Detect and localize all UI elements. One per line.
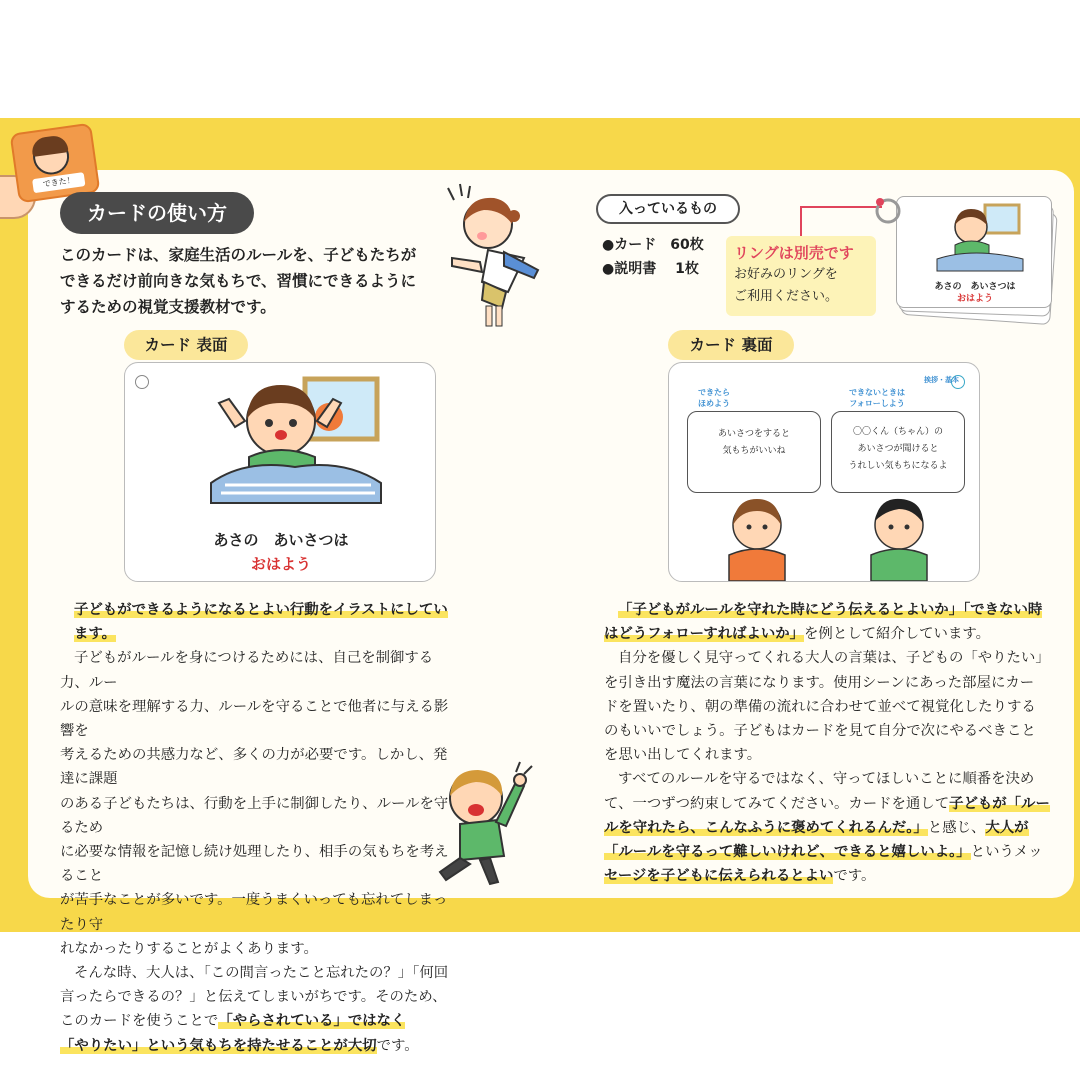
body-line: のもいいでしょう。子どもはカードを見て自分で次にやるべきこと xyxy=(604,723,1036,740)
bubble-heading-line: ほめよう xyxy=(698,399,730,408)
bubble-line: あいさつをすると xyxy=(717,429,790,439)
front-card-sample xyxy=(124,362,436,582)
intro-line: するための視覚支援教材です。 xyxy=(60,298,276,316)
left-body xyxy=(60,598,460,1058)
right-body xyxy=(604,598,1054,888)
highlight-text: ルを守れたら、こんなふうに褒めてくれるんだ。」 xyxy=(604,819,928,836)
highlight-text: 大人が xyxy=(985,819,1029,836)
body-line: すべてのルールを守るではなく、守ってほしいことに順番を決め xyxy=(618,771,1035,788)
back-card-label: カード 裏面 xyxy=(668,330,794,360)
highlight-text: 「やりたい」という気もちを持たせることが大切 xyxy=(60,1037,377,1054)
punch-hole xyxy=(135,375,149,389)
highlight-text: 「子どもがルールを守れた時にどう伝えるとよいか」「できない時 xyxy=(618,602,1043,618)
praise-bubble xyxy=(687,411,821,493)
body-line: のある子どもたちは、行動を上手に制御したり、ルールを守るため xyxy=(60,795,449,836)
body-line: が苦手なことが多いです。一度うまくいっても忘れてしまったり守 xyxy=(60,892,448,933)
bubble-heading-line: できないときは xyxy=(849,388,905,397)
front-card-line2: おはよう xyxy=(250,555,311,573)
bubble-line: あいさつが聞けると xyxy=(857,444,939,454)
child-waking-illustration xyxy=(205,373,395,523)
highlight-text: 子どもが「ルー xyxy=(949,795,1050,812)
front-card-line1: あさの あいさつは xyxy=(213,531,349,549)
card-caption: できた！ xyxy=(32,172,85,193)
ring-note-title: リングは別売です xyxy=(734,244,854,262)
callout-line xyxy=(800,206,882,236)
bubble-line: 〇〇くん（ちゃん）の xyxy=(852,427,943,437)
highlight-text: はどうフォローすればよいか」 xyxy=(604,626,805,643)
mother-illustration xyxy=(438,182,558,332)
girl-illustration xyxy=(717,495,797,581)
body-line: て、一つずつ約束してみてください。カードを通して xyxy=(604,795,950,812)
ring-icon xyxy=(872,194,902,228)
body-line: 考えるための共感力など、多くの力が必要です。しかし、発達に課題 xyxy=(60,747,448,788)
stack-card-line2: おはよう xyxy=(956,294,993,304)
body-line: です。 xyxy=(833,868,876,885)
stack-card-line1: あさの あいさつは xyxy=(934,282,1016,292)
body-line: 子どもがルールを身につけるためには、自己を制御する力、ルー xyxy=(60,650,434,691)
ring-note-line: お好みのリングを xyxy=(734,267,838,282)
ring-note xyxy=(726,236,876,316)
body-line: を引き出す魔法の言葉になります。使用シーンにあった部屋にカー xyxy=(604,674,1035,691)
card-stack-top xyxy=(896,196,1052,308)
body-line: れなかったりすることがよくあります。 xyxy=(60,940,318,957)
contents-item: ●説明書 1枚 xyxy=(602,261,699,277)
intro-text xyxy=(60,242,440,320)
body-line: そんな時、大人は、「この間言ったこと忘れたの？」「何回 xyxy=(74,965,449,982)
contents-item: ●カード 60枚 xyxy=(602,237,704,253)
highlight-text: 「やらされている」ではなく xyxy=(218,1013,406,1030)
category-tag: 挨拶・基本 xyxy=(924,376,959,384)
body-line: 自分を優しく見守ってくれる大人の言葉は、子どもの「やりたい」 xyxy=(618,650,1050,667)
ring-note-line: ご利用ください。 xyxy=(734,289,839,304)
intro-line: このカードは、家庭生活のルールを、子どもたちが xyxy=(60,246,417,264)
body-line: に必要な情報を記憶し続け処理したり、相手の気もちを考えること xyxy=(60,844,449,885)
bubble-line: うれしい気もちになるよ xyxy=(848,461,948,471)
highlight-text: 「ルールを守るって難しいけれど、できると嬉しいよ。」 xyxy=(604,844,971,861)
right-bubble-heading xyxy=(835,387,919,409)
body-line: ドを置いたり、朝の準備の流れに合わせて並べて視覚化したりする xyxy=(604,698,1036,715)
highlight-text: セージを子どもに伝えられるとよい xyxy=(604,868,834,885)
body-line: と感じ、 xyxy=(927,819,986,836)
boy-illustration xyxy=(859,495,939,581)
follow-up-bubble xyxy=(831,411,965,493)
bubble-heading-line: できたら xyxy=(698,388,730,397)
body-line: ルの意味を理解する力、ルールを守ることで他者に与える影響を xyxy=(60,698,449,740)
body-line: このカードを使うことで xyxy=(60,1013,219,1030)
contents-title: 入っているもの xyxy=(596,194,740,224)
body-line: です。 xyxy=(376,1037,419,1054)
front-card-label: カード 表面 xyxy=(124,330,248,360)
jumping-boy-illustration xyxy=(420,760,550,890)
highlight-line: 子どもができるようになるとよい行動をイラストにしています。 xyxy=(74,602,448,643)
body-line: を思い出してくれます。 xyxy=(604,747,762,764)
body-line: というメッ xyxy=(970,844,1043,861)
body-line: を例として紹介しています。 xyxy=(804,626,990,643)
body-line: 言ったらできるの？」と伝えてしまいがちです。そのため、 xyxy=(60,989,447,1006)
back-card-sample xyxy=(668,362,980,582)
intro-line: できるだけ前向きな気もちで、習慣にできるように xyxy=(60,272,417,290)
left-bubble-heading xyxy=(689,387,739,409)
section-title: カードの使い方 xyxy=(60,192,254,234)
stack-card-illustration xyxy=(933,201,1029,273)
bubble-line: 気もちがいいね xyxy=(722,446,786,456)
bubble-heading-line: フォローしよう xyxy=(849,399,905,408)
